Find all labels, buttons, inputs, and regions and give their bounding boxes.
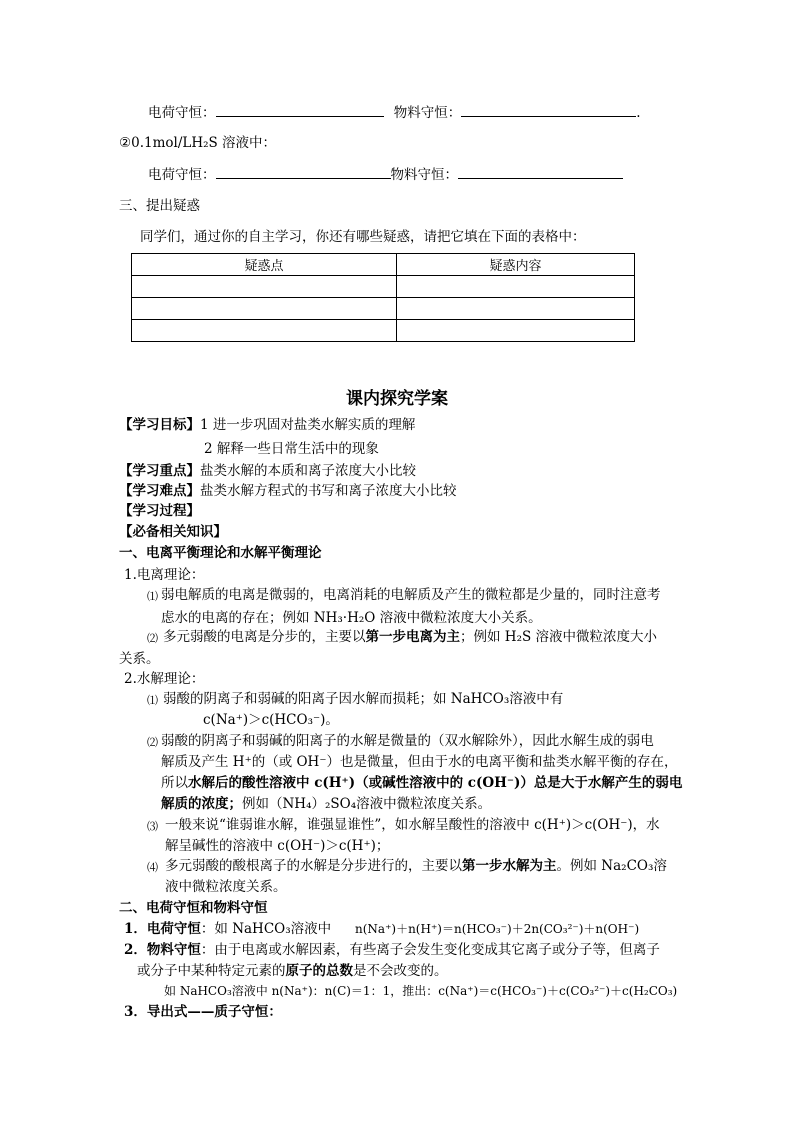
goals-row <box>119 416 415 434</box>
table-row <box>132 298 635 320</box>
p2-line-2: 关系。 <box>119 651 160 667</box>
table-header-row <box>132 254 635 276</box>
section-3-intro: 同学们，通过你的自主学习，你还有哪些疑惑，请把它填在下面的表格中： <box>140 229 586 245</box>
text: ；例如 H₂S 溶液中微粒浓度大小 <box>460 629 658 645</box>
charge-label: 电荷守恒： <box>148 167 216 183</box>
table-cell[interactable] <box>397 298 635 320</box>
table-cell[interactable] <box>132 320 397 342</box>
material-line-2 <box>137 962 448 980</box>
material-conservation-row <box>124 941 660 959</box>
end-dot: . <box>636 105 641 121</box>
h3-line-2: 解呈碱性的溶液中 c(OH⁻)＞c(H⁺)； <box>165 838 390 854</box>
material-label: 物料守恒： <box>393 105 462 121</box>
emphasis: 水解后的酸性溶液中 c(H⁺)（或碱性溶液中的 c(OH⁻)）总是大于水解产生的弱电 <box>188 775 683 791</box>
item-number: ⑵ <box>147 632 158 645</box>
text: ：由于电离或水解因素，有些离子会发生变化变成其它离子或分子等，但离子 <box>200 942 660 958</box>
answer-blank[interactable] <box>461 103 636 117</box>
item-number: ⑴ <box>147 590 158 603</box>
h1-line-2: c(Na⁺)＞c(HCO₃⁻)。 <box>203 712 339 728</box>
emphasis: 解质的浓度； <box>161 796 242 812</box>
text: 多元弱酸的酸根离子的水解是分步进行的，主要以 <box>165 858 462 874</box>
h4-line-2: 液中微粒浓度关系。 <box>165 879 287 895</box>
prereq-label: 【必备相关知识】 <box>119 524 227 540</box>
part-1-heading: 一、电离平衡理论和水解平衡理论 <box>119 545 322 561</box>
h4-line-1 <box>165 857 667 875</box>
material-label: 物料守恒： <box>390 167 458 183</box>
goal-1: 1 进一步巩固对盐类水解实质的理解 <box>200 417 416 433</box>
charge-conservation-row-2 <box>148 165 623 184</box>
answer-blank[interactable] <box>216 165 391 179</box>
h2-line-1: 弱酸的阴离子和弱碱的阳离子的水解是微量的（双水解除外），因此水解生成的弱电 <box>161 733 654 749</box>
emphasis: 原子的总数 <box>285 963 353 979</box>
goal-label: 【学习目标】 <box>119 417 200 433</box>
text: ：如 NaHCO₃溶液中 <box>200 921 332 937</box>
process-label: 【学习过程】 <box>119 503 200 519</box>
charge-label: 1．电荷守恒 <box>124 921 201 937</box>
table-header: 疑惑点 <box>132 254 397 276</box>
key-text: 盐类水解的本质和离子浓度大小比较 <box>200 463 416 479</box>
charge-conservation-row <box>124 920 331 938</box>
h2-line-3 <box>161 774 682 792</box>
emphasis: 第一步电离为主 <box>365 629 460 645</box>
emphasis: 第一步水解为主 <box>462 858 557 874</box>
text: 是不会改变的。 <box>353 963 448 979</box>
table-cell[interactable] <box>397 320 635 342</box>
difficulty-label: 【学习难点】 <box>119 483 200 499</box>
proton-conservation-label: 3．导出式——质子守恒： <box>124 1004 282 1020</box>
item-number: ⑴ <box>147 694 158 707</box>
text: 。例如 Na₂CO₃溶 <box>556 858 667 874</box>
sub-heading-1: 1.电离理论： <box>124 567 205 583</box>
item-2: ②0.1mol/LH₂S 溶液中： <box>119 135 277 151</box>
key-label: 【学习重点】 <box>119 463 200 479</box>
item-number: ⑶ <box>147 820 158 833</box>
table-header: 疑惑内容 <box>397 254 635 276</box>
page-title: 课内探究学案 <box>346 389 448 409</box>
table-cell[interactable] <box>397 276 635 298</box>
h1-line-1: 弱酸的阴离子和弱碱的阳离子因水解而损耗；如 NaHCO₃溶液中有 <box>163 691 564 707</box>
p1-line-2: 虑水的电离的存在；例如 NH₃·H₂O 溶液中微粒浓度大小关系。 <box>161 610 542 626</box>
difficulty-row <box>119 482 457 500</box>
item-number: ⑵ <box>147 736 158 749</box>
text: 多元弱酸的电离是分步的，主要以 <box>163 629 366 645</box>
charge-conservation-row-1 <box>148 103 641 122</box>
table-cell[interactable] <box>132 276 397 298</box>
section-3-heading: 三、提出疑惑 <box>119 198 200 214</box>
goal-2: 2 解释一些日常生活中的现象 <box>204 441 379 457</box>
table-row <box>132 320 635 342</box>
table-cell[interactable] <box>132 298 397 320</box>
answer-blank[interactable] <box>458 165 623 179</box>
material-example: 如 NaHCO₃溶液中 n(Na⁺)：n(C)＝1：1，推出：c(Na⁺)＝c(HCO₃⁻)＋c(CO₃²⁻)＋c(H₂CO₃) <box>164 984 678 998</box>
answer-blank[interactable] <box>216 103 384 117</box>
text: 或分子中某种特定元素的 <box>137 963 286 979</box>
difficulty-text: 盐类水解方程式的书写和离子浓度大小比较 <box>200 483 457 499</box>
text: 所以 <box>161 775 188 791</box>
key-row <box>119 462 416 480</box>
table-row <box>132 276 635 298</box>
p2-line-1 <box>163 628 657 646</box>
p1-line-1: 弱电解质的电离是微弱的，电离消耗的电解质及产生的微粒都是少量的，同时注意考 <box>161 587 661 603</box>
charge-equation: n(Na⁺)＋n(H⁺)＝n(HCO₃⁻)＋2n(CO₃²⁻)＋n(OH⁻) <box>355 922 640 936</box>
doubt-table <box>131 253 635 342</box>
sub-heading-2: 2.水解理论： <box>124 671 205 687</box>
item-number: ⑷ <box>147 861 158 874</box>
material-label: 2．物料守恒 <box>124 942 201 958</box>
h3-line-1: 一般来说“谁弱谁水解，谁强显谁性”，如水解呈酸性的溶液中 c(H⁺)＞c(OH⁻)，水 <box>165 817 660 833</box>
h2-line-2: 解质及产生 H⁺的（或 OH⁻）也是微量，但由于水的电离平衡和盐类水解平衡的存在， <box>161 754 678 770</box>
text: 例如（NH₄）₂SO₄溶液中微粒浓度关系。 <box>242 796 492 812</box>
part-2-heading: 二、电荷守恒和物料守恒 <box>119 900 268 916</box>
charge-label: 电荷守恒： <box>148 105 216 121</box>
h2-line-4 <box>161 795 491 813</box>
